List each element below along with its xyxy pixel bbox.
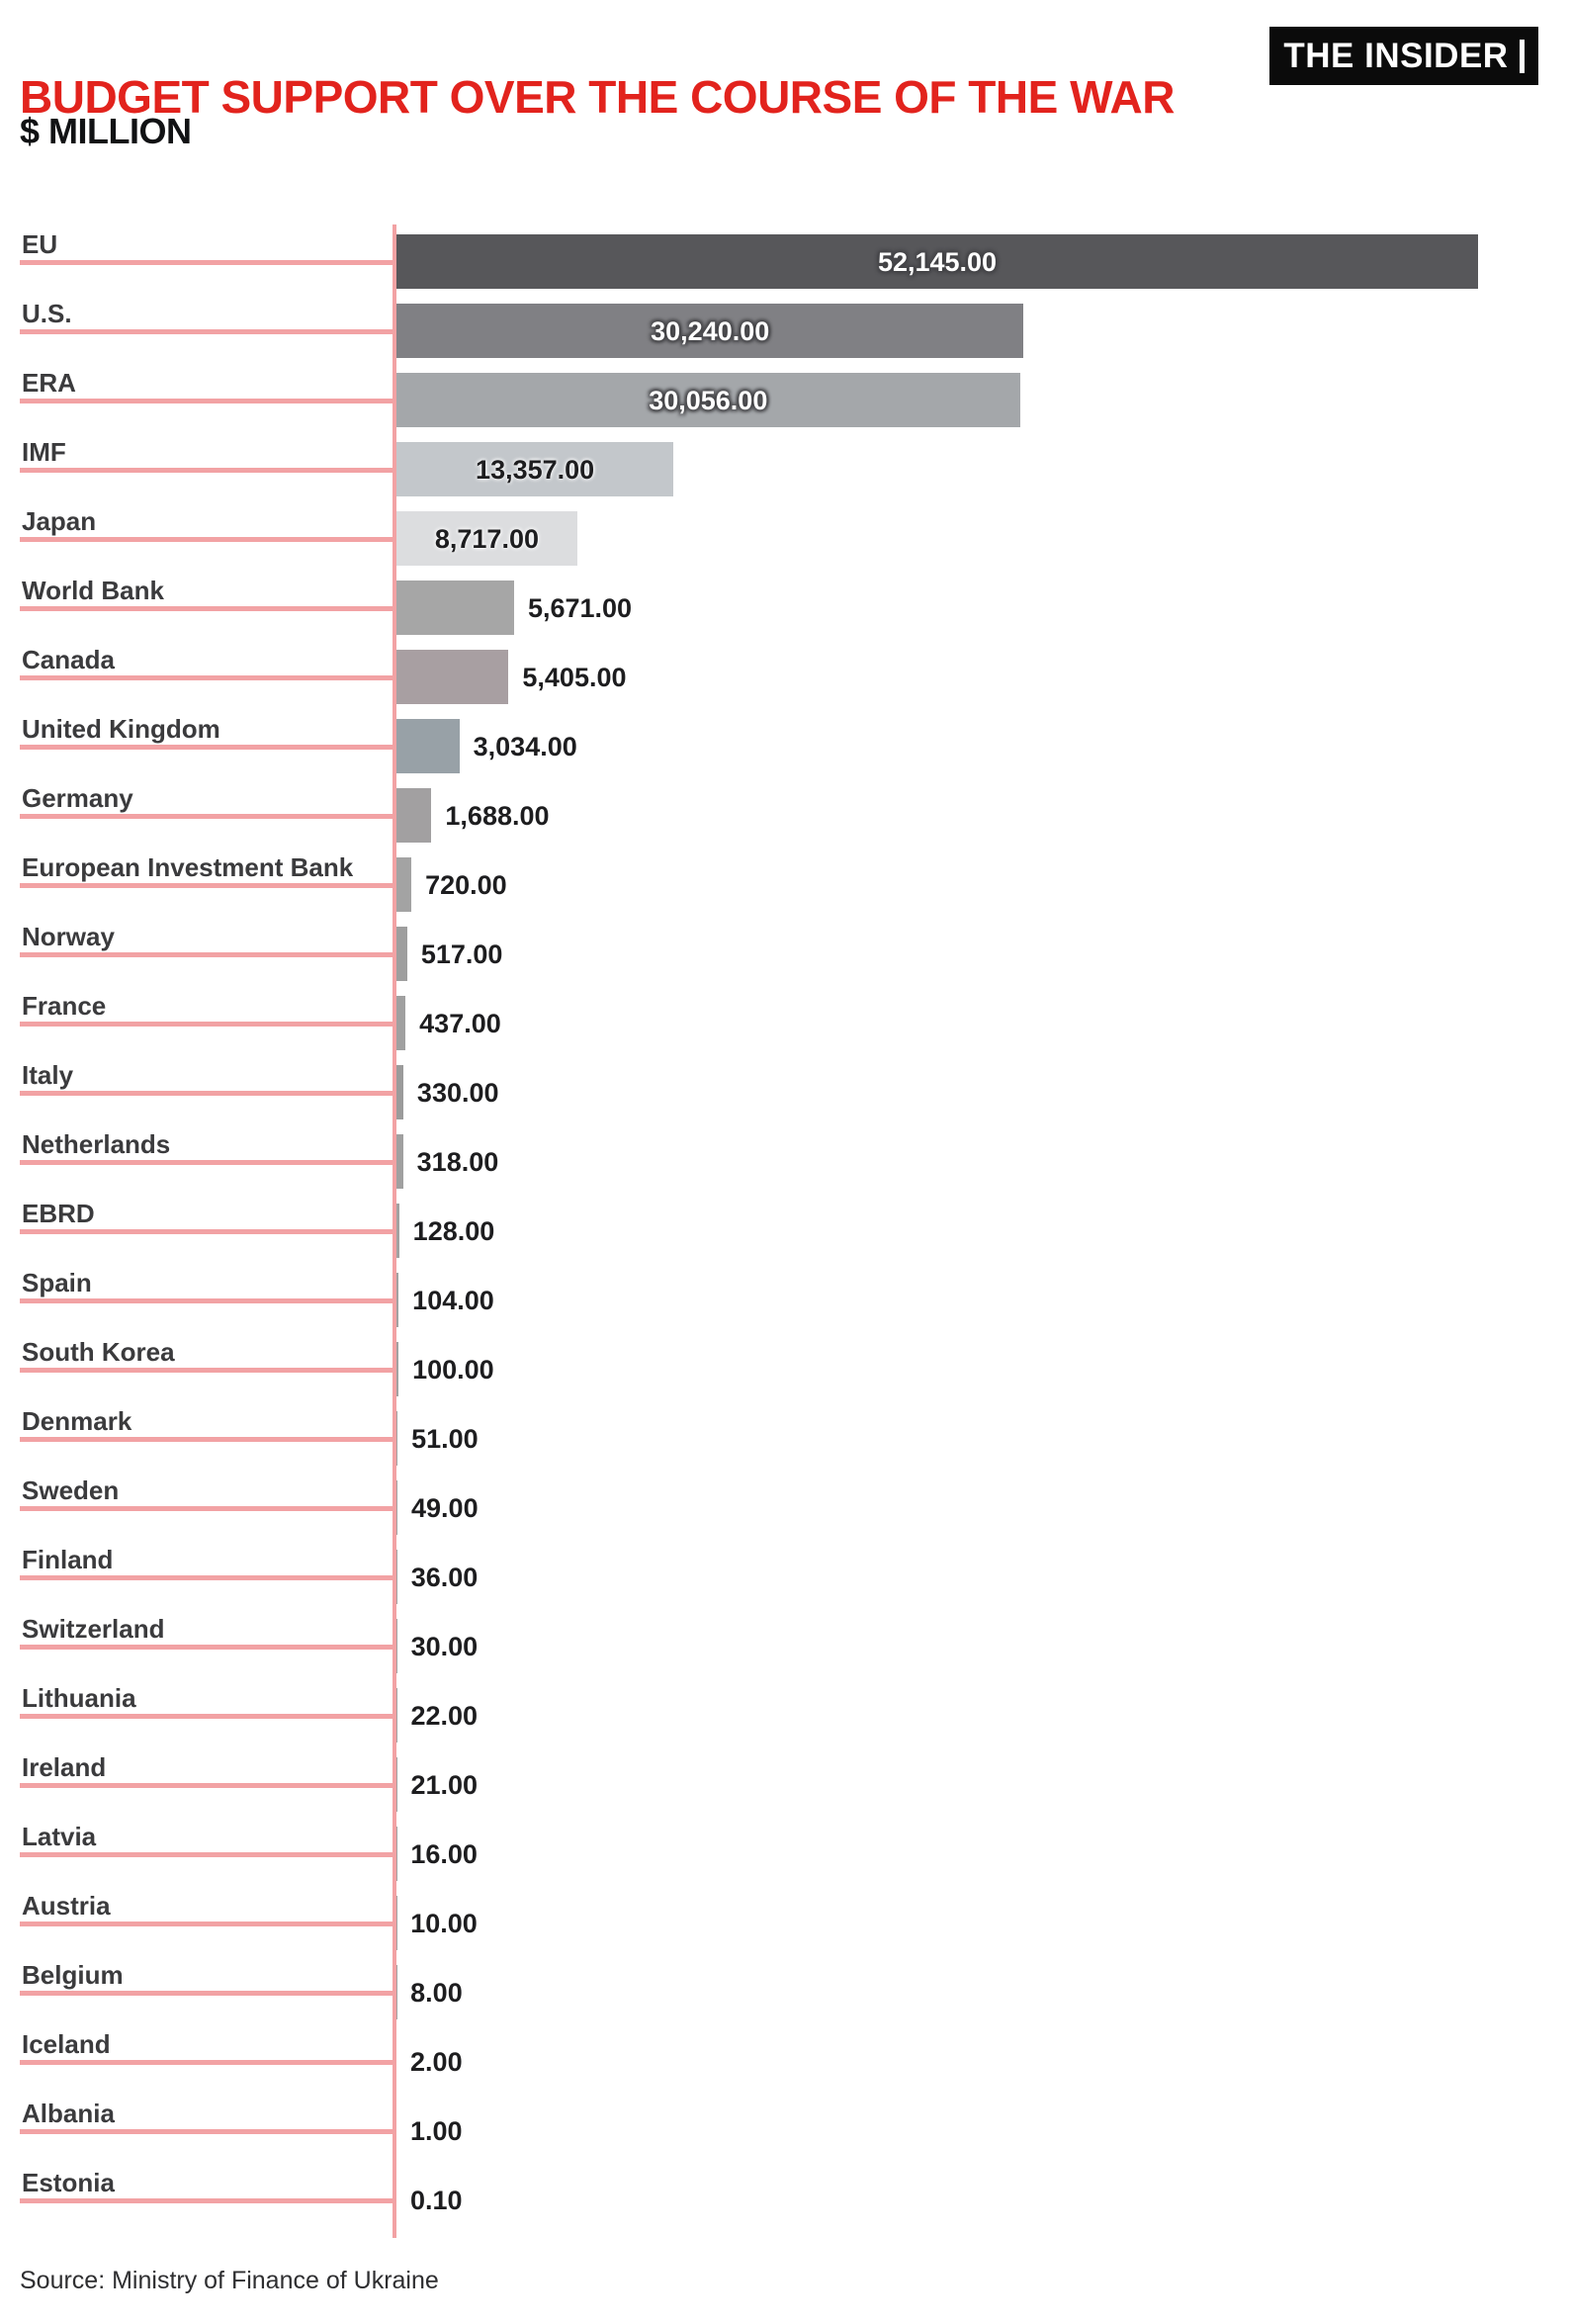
value-label: 8.00: [410, 1978, 463, 2008]
value-label: 22.00: [410, 1701, 479, 1731]
value-bar: [396, 1342, 398, 1396]
category-label: Latvia: [22, 1822, 97, 1851]
category-label: Netherlands: [22, 1129, 171, 1159]
category-label: Switzerland: [22, 1614, 165, 1644]
category-underline: [20, 260, 393, 265]
value-bar: [396, 1134, 403, 1189]
category-label: France: [22, 991, 107, 1021]
source-note: Source: Ministry of Finance of Ukraine: [20, 2267, 439, 2294]
value-bar: [396, 581, 514, 635]
value-label: 5,671.00: [527, 593, 633, 623]
value-bar: [396, 1619, 397, 1673]
value-bar: [396, 1273, 398, 1327]
value-bar: [396, 1411, 397, 1466]
value-bar: [396, 719, 460, 773]
category-underline: [20, 1575, 393, 1580]
category-label: Belgium: [22, 1960, 124, 1990]
category-label: European Investment Bank: [22, 852, 354, 882]
value-label: 104.00: [412, 1286, 494, 1315]
category-underline: [20, 745, 393, 750]
category-label: U.S.: [22, 299, 72, 328]
category-label: IMF: [22, 437, 66, 467]
value-label: 318.00: [416, 1147, 499, 1177]
category-label: EU: [22, 229, 58, 259]
category-underline: [20, 1506, 393, 1511]
value-label: 517.00: [420, 939, 503, 969]
value-label: 3,034.00: [473, 732, 577, 761]
category-underline: [20, 1437, 393, 1442]
category-underline: [20, 1298, 393, 1303]
category-underline: [20, 1852, 393, 1857]
category-underline: [20, 1645, 393, 1650]
value-label: 437.00: [419, 1009, 501, 1038]
value-bar: [396, 1204, 399, 1258]
value-bar: [396, 1550, 397, 1604]
value-label: 128.00: [412, 1216, 495, 1246]
category-underline: [20, 329, 393, 334]
category-underline: [20, 399, 393, 403]
category-label: Albania: [22, 2099, 115, 2128]
category-label: Japan: [22, 506, 97, 536]
category-underline: [20, 2060, 393, 2065]
logo-text: THE INSIDER: [1283, 36, 1509, 75]
category-underline: [20, 1160, 393, 1165]
value-bar: [396, 996, 405, 1050]
value-bar: [396, 788, 431, 843]
category-label: Spain: [22, 1268, 92, 1297]
value-label: 100.00: [412, 1355, 494, 1385]
category-underline: [20, 468, 393, 473]
category-underline: [20, 537, 393, 542]
value-label: 13,357.00: [476, 455, 595, 485]
category-label: Sweden: [22, 1475, 120, 1505]
category-label: Italy: [22, 1060, 74, 1090]
value-label: 8,717.00: [434, 524, 539, 554]
category-underline: [20, 1991, 393, 1996]
value-bar: [396, 650, 508, 704]
category-label: Canada: [22, 645, 115, 674]
category-label: Norway: [22, 922, 115, 951]
category-label: United Kingdom: [22, 714, 220, 744]
category-underline: [20, 2198, 393, 2203]
category-underline: [20, 1922, 393, 1926]
category-underline: [20, 1714, 393, 1719]
category-underline: [20, 883, 393, 888]
chart-units-label: $ MILLION: [20, 111, 192, 151]
category-underline: [20, 1368, 393, 1373]
category-underline: [20, 1022, 393, 1027]
category-underline: [20, 2129, 393, 2134]
category-underline: [20, 606, 393, 611]
value-label: 36.00: [410, 1563, 479, 1592]
value-label: 5,405.00: [522, 663, 627, 692]
category-label: World Bank: [22, 576, 164, 605]
value-label: 21.00: [410, 1770, 479, 1800]
category-label: Finland: [22, 1545, 114, 1574]
value-bar: [396, 857, 411, 912]
category-underline: [20, 1229, 393, 1234]
value-label: 30,056.00: [649, 386, 768, 415]
value-label: 330.00: [416, 1078, 499, 1108]
value-label: 1.00: [410, 2116, 463, 2146]
value-label: 30,240.00: [651, 316, 770, 346]
category-label: Ireland: [22, 1752, 107, 1782]
category-label: ERA: [22, 368, 76, 398]
category-underline: [20, 814, 393, 819]
category-underline: [20, 1783, 393, 1788]
category-label: Estonia: [22, 2168, 115, 2197]
category-underline: [20, 952, 393, 957]
value-label: 16.00: [410, 1839, 478, 1869]
category-label: Denmark: [22, 1406, 132, 1436]
category-label: Iceland: [22, 2029, 111, 2059]
category-label: Lithuania: [22, 1683, 136, 1713]
value-label: 10.00: [410, 1909, 478, 1938]
value-label: 51.00: [411, 1424, 479, 1454]
value-bar: [396, 1480, 397, 1535]
category-underline: [20, 1091, 393, 1096]
value-label: 49.00: [411, 1493, 479, 1523]
value-label: 1,688.00: [445, 801, 550, 831]
value-bar: [396, 927, 407, 981]
category-label: EBRD: [22, 1199, 95, 1228]
value-label: 2.00: [410, 2047, 463, 2077]
value-label: 30.00: [410, 1632, 479, 1661]
value-label: 52,145.00: [877, 247, 998, 277]
category-label: Austria: [22, 1891, 111, 1921]
value-label: 720.00: [425, 870, 507, 900]
value-bar: [396, 1065, 403, 1119]
page-title: BUDGET SUPPORT OVER THE COURSE OF THE WAR: [20, 70, 1175, 123]
category-label: Germany: [22, 783, 133, 813]
value-label: 0.10: [410, 2186, 463, 2215]
category-underline: [20, 675, 393, 680]
category-label: South Korea: [22, 1337, 175, 1367]
